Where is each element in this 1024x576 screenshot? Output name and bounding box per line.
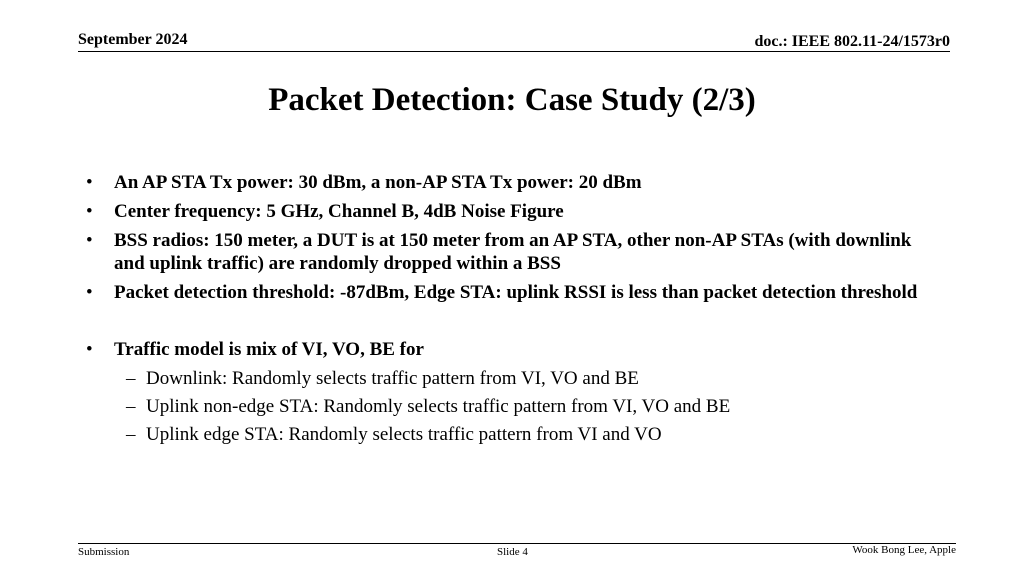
- sub-bullet-item: [126, 367, 946, 390]
- slide-content: [86, 171, 946, 451]
- header-doc-id: doc.: IEEE 802.11-24/1573r0: [754, 33, 950, 50]
- footer-submission: Submission: [78, 546, 130, 558]
- sub-bullet-text: Downlink: Randomly selects traffic pattern from VI, VO and BE: [146, 368, 639, 389]
- dash-icon: –: [126, 424, 136, 445]
- bullet-dot-icon: •: [86, 339, 93, 360]
- slide-title: Packet Detection: Case Study (2/3): [268, 82, 756, 118]
- sub-bullet-item: [126, 423, 946, 446]
- dash-icon: –: [126, 396, 136, 417]
- dash-icon: –: [126, 368, 136, 389]
- bullet-text: Center frequency: 5 GHz, Channel B, 4dB Noise Figure: [114, 201, 564, 222]
- spacer: [86, 310, 946, 338]
- bullet-text: An AP STA Tx power: 30 dBm, a non-AP STA Tx power: 20 dBm: [114, 172, 642, 193]
- bullet-dot-icon: •: [86, 201, 93, 222]
- bullet-item: [86, 171, 946, 194]
- bullet-text: BSS radios: 150 meter, a DUT is at 150 meter from an AP STA, other non-AP STAs (with downlink and uplink traffic) are randomly dropped within a BSS: [114, 230, 912, 274]
- footer-divider: [78, 543, 956, 544]
- bullet-text: Traffic model is mix of VI, VO, BE for: [114, 339, 424, 360]
- footer-slide-number: Slide 4: [497, 546, 528, 558]
- bullet-item: [86, 200, 946, 223]
- bullet-dot-icon: •: [86, 230, 93, 251]
- footer-author: Wook Bong Lee, Apple: [852, 544, 956, 556]
- sub-bullet-item: [126, 395, 946, 418]
- sub-bullet-text: Uplink edge STA: Randomly selects traffic pattern from VI and VO: [146, 424, 662, 445]
- bullet-item: [86, 229, 946, 275]
- header-divider: [78, 51, 950, 52]
- header-date: September 2024: [78, 31, 188, 48]
- bullet-item: [86, 338, 946, 361]
- bullet-text: Packet detection threshold: -87dBm, Edge STA: uplink RSSI is less than packet detection threshold: [114, 282, 918, 303]
- sub-bullet-text: Uplink non-edge STA: Randomly selects traffic pattern from VI, VO and BE: [146, 396, 731, 417]
- bullet-item: [86, 281, 946, 304]
- bullet-dot-icon: •: [86, 172, 93, 193]
- bullet-dot-icon: •: [86, 282, 93, 303]
